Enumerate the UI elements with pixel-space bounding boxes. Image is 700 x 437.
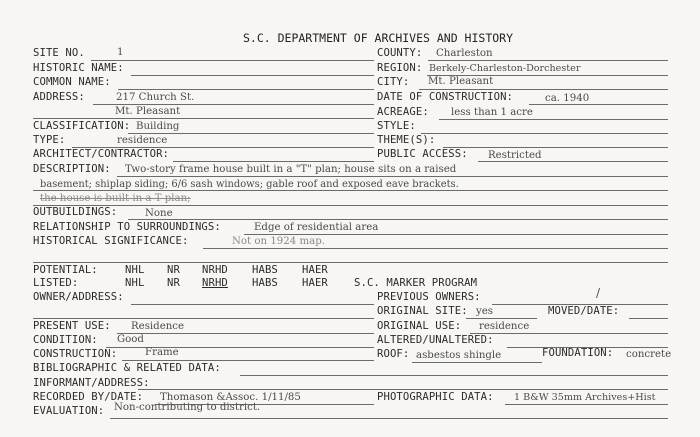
description-value-3: the house is built in a T plan; — [40, 193, 191, 204]
recorded-label: RECORDED BY/DATE: — [33, 391, 144, 403]
acreage-value: less than 1 acre — [451, 107, 533, 118]
listed-label: LISTED: — [33, 277, 79, 289]
historic-name-line — [131, 75, 374, 76]
type-value: residence — [117, 135, 168, 146]
address-value-2: Mt. Pleasant — [115, 106, 181, 117]
photographic-line — [505, 404, 668, 405]
informant-label: INFORMANT/ADDRESS: — [33, 377, 150, 389]
potential-habs: HABS — [252, 264, 278, 276]
bibliographic-line — [240, 375, 668, 376]
present-use-label: PRESENT USE: — [33, 320, 111, 332]
roof-line — [412, 362, 542, 363]
classification-value: Building — [136, 121, 180, 132]
evaluation-label: EVALUATION: — [33, 405, 105, 417]
city-value: Mt. Pleasant — [428, 76, 494, 87]
public-access-label: PUBLIC ACCESS: — [377, 148, 468, 160]
themes-label: THEME(S): — [377, 134, 436, 146]
description-value-2: basement; shiplap siding; 6/6 sash windows; gable roof and exposed eave brackets. — [40, 179, 459, 190]
construction-value: Frame — [145, 347, 179, 358]
condition-value: Good — [117, 334, 144, 345]
outbuildings-label: OUTBUILDINGS: — [33, 206, 118, 218]
original-site-line — [466, 318, 537, 319]
county-value: Charleston — [436, 48, 493, 59]
listed-habs: HABS — [252, 277, 278, 289]
date-construction-label: DATE OF CONSTRUCTION: — [377, 91, 514, 103]
card-title: S.C. DEPARTMENT OF ARCHIVES AND HISTORY — [243, 31, 514, 45]
county-line — [428, 60, 668, 61]
style-label: STYLE: — [377, 120, 416, 132]
style-line — [421, 133, 668, 134]
previous-owners-label: PREVIOUS OWNERS: — [377, 291, 481, 303]
photographic-label: PHOTOGRAPHIC DATA: — [377, 391, 494, 403]
description-line-2 — [33, 190, 668, 191]
region-label: REGION: — [377, 62, 423, 74]
original-site-label: ORIGINAL SITE: — [377, 305, 468, 317]
construction-line — [122, 360, 374, 361]
potential-nhl: NHL — [125, 264, 145, 276]
original-site-value: yes — [476, 306, 494, 317]
description-label: DESCRIPTION: — [33, 163, 111, 175]
construction-label: CONSTRUCTION: — [33, 348, 118, 360]
classification-line — [128, 133, 374, 134]
recorded-value: Thomason &Assoc. 1/11/85 — [160, 392, 301, 403]
city-line — [419, 89, 668, 90]
site-no-line — [91, 60, 374, 61]
informant-line — [138, 389, 668, 390]
date-construction-value: ca. 1940 — [545, 93, 590, 104]
present-use-value: Residence — [131, 321, 185, 332]
owner-line-2 — [33, 318, 374, 319]
foundation-value: concrete — [626, 349, 672, 360]
blank-line — [33, 262, 668, 263]
potential-label: POTENTIAL: — [33, 264, 98, 276]
significance-value: Not on 1924 map. — [232, 236, 325, 247]
photographic-value: 1 B&W 35mm Archives+Hist — [514, 392, 656, 403]
marker-program-label: S.C. MARKER PROGRAM — [354, 277, 478, 289]
original-use-value: residence — [479, 321, 530, 332]
significance-label: HISTORICAL SIGNIFICANCE: — [33, 235, 189, 247]
potential-nr: NR — [167, 264, 180, 276]
listed-haer: HAER — [302, 277, 328, 289]
type-label: TYPE: — [33, 134, 66, 146]
common-name-line — [118, 89, 374, 90]
moved-date-label: MOVED/DATE: — [548, 305, 620, 317]
relationship-line — [244, 234, 668, 235]
description-value-1: Two-story frame house built in a "T" plan; house sits on a raised — [125, 164, 457, 175]
acreage-line — [439, 119, 668, 120]
architect-line — [173, 161, 374, 162]
county-label: COUNTY: — [377, 47, 423, 59]
evaluation-value: Non-contributing to district. — [114, 402, 261, 413]
public-access-line — [478, 161, 668, 162]
roof-value: asbestos shingle — [416, 350, 502, 361]
listed-nrhd: NRHD — [202, 277, 228, 289]
potential-haer: HAER — [302, 264, 328, 276]
original-use-label: ORIGINAL USE: — [377, 320, 462, 332]
altered-label: ALTERED/UNALTERED: — [377, 334, 494, 346]
listed-nr: NR — [167, 277, 180, 289]
acreage-label: ACREAGE: — [377, 106, 429, 118]
owner-line — [131, 304, 374, 305]
region-value: Berkely-Charleston-Dorchester — [429, 63, 581, 74]
classification-label: CLASSIFICATION: — [33, 120, 131, 132]
original-use-line — [470, 333, 668, 334]
address-line-2 — [33, 118, 374, 119]
address-line-1 — [93, 104, 374, 105]
bibliographic-label: BIBLIOGRAPHIC & RELATED DATA: — [33, 362, 221, 374]
city-label: CITY: — [377, 76, 410, 88]
themes-line — [443, 147, 668, 148]
foundation-label: FOUNDATION: — [542, 347, 614, 359]
site-no-label: SITE NO. — [33, 47, 85, 59]
site-no-value: 1 — [117, 47, 124, 58]
historic-name-label: HISTORIC NAME: — [33, 62, 124, 74]
relationship-value: Edge of residential area — [254, 222, 379, 233]
evaluation-line — [110, 418, 668, 419]
significance-line — [203, 248, 668, 249]
condition-label: CONDITION: — [33, 334, 98, 346]
roof-label: ROOF: — [377, 348, 410, 360]
architect-label: ARCHITECT/CONTRACTOR: — [33, 148, 170, 160]
moved-mark: / — [596, 286, 601, 300]
public-access-value: Restricted — [488, 150, 542, 161]
present-use-line — [117, 333, 374, 334]
moved-date-line — [629, 318, 668, 319]
relationship-label: RELATIONSHIP TO SURROUNDINGS: — [33, 221, 221, 233]
common-name-label: COMMON NAME: — [33, 76, 111, 88]
address-label: ADDRESS: — [33, 91, 85, 103]
outbuildings-line — [128, 219, 668, 220]
outbuildings-value: None — [145, 208, 173, 219]
owner-label: OWNER/ADDRESS: — [33, 291, 124, 303]
date-construction-line — [529, 104, 668, 105]
description-line-3 — [33, 205, 668, 206]
potential-nrhd: NRHD — [202, 264, 228, 276]
address-value-1: 217 Church St. — [116, 92, 195, 103]
listed-nhl: NHL — [125, 277, 145, 289]
description-line-1 — [117, 176, 668, 177]
